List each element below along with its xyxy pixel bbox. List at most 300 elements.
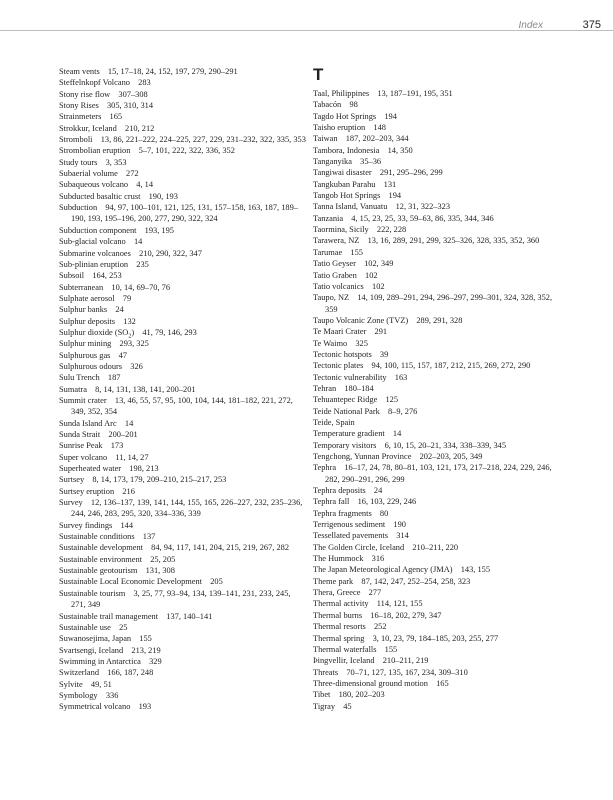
index-term: Te Maari Crater: [313, 327, 367, 337]
index-pages: 94, 100, 115, 157, 187, 212, 215, 269, 272, 290: [367, 361, 531, 371]
running-head: Index: [518, 20, 543, 31]
index-entry: [59, 452, 307, 463]
index-entry: [59, 679, 307, 690]
index-entry: [59, 100, 307, 111]
index-pages: 144: [116, 520, 134, 530]
index-entry: [313, 247, 563, 258]
index-term: Sunrise Peak: [59, 441, 103, 451]
index-term: Surtsey eruption: [59, 486, 115, 496]
index-entry: [59, 384, 307, 395]
index-pages: 137, 140–141: [162, 611, 213, 621]
index-term: Thermal resorts: [313, 622, 366, 632]
index-term: Sunda Strait: [59, 430, 101, 439]
index-entry: [313, 133, 563, 144]
index-pages: 202–203, 205, 349: [415, 452, 483, 461]
index-term: Subduction: [59, 203, 98, 213]
index-term: Sylvite: [59, 679, 83, 689]
index-term: Thermal spring: [313, 633, 365, 643]
index-entry: [59, 656, 307, 667]
index-entry: [59, 225, 307, 236]
index-entry: [313, 701, 563, 712]
index-entry: [313, 530, 563, 541]
index-pages: 13, 86, 221–222, 224–225, 227, 229, 231–232, 322, 335, 353: [96, 135, 306, 145]
index-entry: [313, 201, 563, 212]
index-entry: [59, 77, 307, 88]
index-entry: [59, 576, 307, 587]
index-entry: [59, 350, 307, 361]
index-term: Thermal burns: [313, 610, 363, 620]
index-entry: [59, 236, 307, 247]
index-entry: [59, 497, 307, 520]
index-entry: [59, 418, 307, 429]
index-pages: 16–18, 202, 279, 347: [366, 610, 442, 620]
index-term: Subterranean: [59, 282, 104, 292]
index-entry: [59, 134, 307, 145]
index-pages: 3, 10, 23, 79, 184–185, 203, 255, 277: [368, 633, 499, 643]
index-pages: 194: [380, 111, 397, 121]
index-pages: 187: [103, 373, 121, 383]
index-entry: [313, 451, 563, 462]
index-term: Thermal waterfalls: [313, 644, 377, 654]
index-entry: [313, 667, 563, 678]
index-term: Terrigenous sediment: [313, 520, 386, 530]
index-term: Sustainable Local Economic Development: [59, 577, 203, 587]
index-pages: 166, 187, 248: [103, 668, 154, 678]
index-entry: [59, 429, 307, 440]
index-pages: 137: [138, 532, 156, 542]
index-term: Stony Rises: [59, 101, 99, 111]
index-entry: [59, 633, 307, 644]
index-term: Svartsengi, Iceland: [59, 645, 124, 655]
index-entry: [313, 156, 563, 167]
index-pages: 252: [369, 622, 387, 632]
index-entry: [59, 486, 307, 497]
index-entry: [59, 531, 307, 542]
index-term: Taisho eruption: [313, 123, 366, 133]
index-term: Sumatra: [59, 384, 87, 394]
index-term: Submarine volcanoes: [59, 248, 131, 258]
index-term: Tangob Hot Springs: [313, 191, 381, 201]
index-pages: 164, 253: [88, 271, 122, 281]
index-entry: [313, 281, 563, 292]
index-term: Sub-plinian eruption: [59, 259, 129, 269]
index-pages: 193: [134, 702, 152, 712]
index-entry: [59, 168, 307, 179]
index-entry: [59, 89, 307, 100]
index-pages: 289, 291, 328: [412, 315, 463, 325]
index-pages: 15, 17–18, 24, 152, 197, 279, 290–291: [103, 67, 238, 76]
index-pages: 132: [119, 316, 136, 326]
index-entry: [59, 259, 307, 270]
index-term: The Japan Meteorological Agency (JMA): [313, 565, 453, 575]
index-pages: 70–71, 127, 135, 167, 234, 309–310: [342, 667, 468, 677]
index-entry: [313, 88, 563, 99]
index-pages: 222, 228: [372, 225, 407, 235]
index-entry: [59, 520, 307, 531]
index-pages: 131: [379, 179, 397, 189]
index-pages: 325: [351, 338, 368, 348]
index-term: Sustainable tourism: [59, 588, 126, 598]
index-entry: [313, 394, 563, 405]
index-term: Switzerland: [59, 668, 100, 678]
index-term: Sustainable trail management: [59, 611, 159, 621]
index-entry: [59, 123, 307, 134]
index-term: Swimming in Antarctica: [59, 656, 141, 666]
index-pages: 35–36: [355, 157, 382, 167]
index-entry: [313, 349, 563, 360]
index-entry: [313, 99, 563, 110]
index-entry: [313, 111, 563, 122]
index-term: Sulphur banks: [59, 305, 108, 315]
index-entry: [313, 326, 563, 337]
index-pages: 277: [364, 588, 382, 598]
index-entry: [313, 292, 563, 315]
index-pages: 79: [118, 293, 132, 303]
index-pages: 45: [339, 701, 352, 711]
index-term: Tagdo Hot Springs: [313, 111, 377, 121]
index-pages: 293, 325: [115, 339, 149, 349]
index-term: Super volcano: [59, 452, 108, 462]
index-term: Steffelnkopf Volcano: [59, 78, 130, 88]
index-pages: 14: [388, 429, 402, 439]
index-term: Threats: [313, 667, 339, 677]
index-term: Taiwan: [313, 134, 338, 144]
index-pages: 25, 205: [146, 554, 176, 564]
index-entry: [313, 496, 563, 507]
index-term: Study tours: [59, 157, 98, 167]
index-entry: [59, 179, 307, 190]
index-term: Tigray: [313, 701, 336, 711]
index-term: Subsoil: [59, 271, 85, 281]
index-entry: [59, 463, 307, 474]
index-entry: [313, 621, 563, 632]
index-term: Theme park: [313, 576, 354, 586]
index-column-right: [313, 66, 563, 712]
index-entry: [313, 258, 563, 269]
index-term: Tehran: [313, 383, 337, 393]
index-term: Tephra deposits: [313, 486, 366, 496]
index-pages: 3, 25, 77, 93–94, 134, 139–141, 231, 233, 245, 271, 349: [71, 588, 291, 610]
index-entry: [59, 157, 307, 168]
index-term: Tephra fall: [313, 497, 350, 507]
index-pages: 210–211, 219: [378, 656, 429, 666]
index-entries-t: [313, 88, 563, 712]
index-entry: [59, 611, 307, 622]
index-pages: 49, 51: [86, 679, 112, 689]
index-term: Temporary visitors: [313, 440, 377, 450]
index-term: Strainmeters: [59, 112, 102, 122]
index-entry: [313, 315, 563, 326]
index-entry: [59, 474, 307, 485]
index-term: Taupo Volcanic Zone (TVZ): [313, 315, 409, 325]
index-entry: [59, 565, 307, 576]
section-letter-heading: T: [313, 65, 324, 84]
index-pages: 13, 187–191, 195, 351: [373, 89, 453, 98]
index-pages: 102, 349: [359, 259, 394, 269]
index-pages: 314: [392, 531, 409, 541]
index-entry: [313, 428, 563, 439]
index-entry: [313, 598, 563, 609]
index-pages: 190, 193: [144, 191, 178, 201]
index-entry: [313, 576, 563, 587]
index-term: Tambora, Indonesia: [313, 145, 380, 155]
index-entry: [313, 678, 563, 689]
index-term: Three-dimensional ground motion: [313, 678, 428, 688]
index-entry: [313, 406, 563, 417]
index-entry: [313, 372, 563, 383]
index-term: Sulu Trench: [59, 373, 100, 383]
index-entry: [59, 554, 307, 565]
index-pages: 80: [375, 508, 389, 518]
index-term: Sustainable use: [59, 622, 111, 632]
index-term: Subaerial volume: [59, 169, 118, 179]
index-entry: [59, 111, 307, 122]
index-pages: 305, 310, 314: [102, 101, 154, 111]
index-entry: [313, 655, 563, 666]
index-term: Sulphate aerosol: [59, 293, 115, 303]
index-entry: [313, 610, 563, 621]
index-pages: 291: [370, 327, 388, 337]
index-term: Teide National Park: [313, 406, 380, 416]
index-term: Tectonic plates: [313, 361, 364, 371]
index-entry: [313, 122, 563, 133]
index-term: Tibet: [313, 690, 331, 700]
index-pages: 180, 202–203: [334, 690, 385, 700]
index-pages: 8, 14, 173, 179, 209–210, 215–217, 253: [88, 475, 227, 485]
index-term: Strokkur, Iceland: [59, 123, 117, 133]
index-pages: 165: [105, 112, 123, 122]
index-entry: [59, 440, 307, 451]
index-pages: 3, 353: [101, 157, 127, 167]
index-pages: 155: [380, 644, 398, 654]
index-term: Te Waimo: [313, 338, 348, 348]
index-entry: [59, 191, 307, 202]
index-term: Suwanosejima, Japan: [59, 634, 132, 644]
index-entry: [59, 293, 307, 304]
index-term: Taupo, NZ: [313, 293, 350, 303]
index-term: Teide, Spain: [313, 417, 355, 427]
index-entry: [313, 542, 563, 553]
index-pages: 336: [101, 690, 119, 700]
index-entry: [313, 235, 563, 246]
index-pages: 163: [390, 372, 408, 382]
index-entry: [313, 689, 563, 700]
index-pages: 14, 109, 289–291, 294, 296–297, 299–301, 324, 328, 352, 359: [325, 293, 553, 314]
index-term: Tarumae: [313, 247, 343, 257]
index-pages: 5–7, 101, 222, 322, 336, 352: [134, 146, 235, 156]
index-pages: 14: [129, 237, 143, 247]
index-entry: [59, 542, 307, 553]
index-pages: 102: [367, 281, 385, 291]
index-pages: 216: [118, 486, 135, 496]
index-term: Stromboli: [59, 135, 93, 145]
index-pages: 198, 213: [125, 464, 159, 474]
index-pages: 210, 212: [120, 123, 155, 133]
index-pages: 10, 14, 69–70, 76: [107, 282, 170, 292]
index-entry: [313, 270, 563, 281]
index-term: Sub-glacial volcano: [59, 237, 126, 247]
index-term: Temperature gradient: [313, 429, 385, 439]
index-entry: [59, 304, 307, 315]
index-pages: 13, 46, 55, 57, 95, 100, 104, 144, 181–182, 221, 272, 349, 352, 354: [71, 395, 293, 417]
index-term: Sulphur mining: [59, 339, 112, 349]
index-term: Sulphur deposits: [59, 316, 116, 326]
index-pages: 193, 195: [140, 225, 174, 235]
index-term: Sulphurous odours: [59, 361, 123, 371]
index-pages: 24: [111, 305, 124, 315]
index-term: Tectonic hotspots: [313, 349, 372, 359]
index-entry: [313, 224, 563, 235]
index-pages: 13, 16, 289, 291, 299, 325–326, 328, 335, 352, 360: [363, 236, 540, 246]
index-term: Tessellated pavements: [313, 531, 388, 541]
index-pages: 148: [369, 123, 386, 133]
index-pages: 41, 79, 146, 293: [138, 327, 197, 337]
index-term: The Hummock: [313, 554, 364, 564]
index-term: Sustainable geotourism: [59, 566, 138, 576]
index-entry: [59, 316, 307, 327]
index-pages: 155: [346, 247, 363, 257]
index-pages: 98: [345, 100, 358, 110]
index-term: Surtsey: [59, 475, 85, 485]
index-entry: [59, 645, 307, 656]
index-term: Tephra: [313, 463, 337, 473]
index-entry: [313, 190, 563, 201]
index-term: Tatio Geyser: [313, 259, 356, 269]
index-pages: 180–184: [340, 383, 374, 393]
index-pages: 272: [121, 169, 139, 179]
index-term: The Golden Circle, Iceland: [313, 542, 405, 552]
index-term: Subduction component: [59, 225, 137, 235]
index-term: Tangiwai disaster: [313, 168, 372, 178]
index-pages: 210, 290, 322, 347: [134, 248, 202, 258]
index-entry: [313, 485, 563, 496]
index-pages: 12, 136–137, 139, 141, 144, 155, 165, 226–227, 232, 235–236, 244, 246, 283, 295, 320, 334–336, 339: [71, 498, 303, 519]
index-term: Thermal activity: [313, 599, 369, 609]
index-term: Tanganyika: [313, 157, 352, 167]
index-term: Tanzania: [313, 213, 344, 223]
index-pages: 114, 121, 155: [372, 599, 423, 609]
index-pages: 14, 350: [383, 145, 413, 155]
index-entry: [313, 213, 563, 224]
page-number: 375: [582, 19, 601, 31]
index-pages: 8–9, 276: [383, 406, 418, 416]
index-pages: 210–211, 220: [408, 542, 459, 552]
index-entry: [59, 282, 307, 293]
index-entry: [59, 701, 307, 712]
index-pages: 326: [126, 361, 143, 371]
index-entry: [59, 622, 307, 633]
index-pages: 283: [133, 78, 151, 88]
index-entry: [59, 667, 307, 678]
index-pages: 235: [132, 259, 149, 269]
index-pages: 47: [114, 350, 127, 360]
index-pages: 4, 15, 23, 25, 33, 59–63, 86, 335, 344, 346: [347, 213, 494, 223]
index-pages: 4, 14: [132, 180, 154, 190]
index-entry: [59, 395, 307, 418]
index-entry: [313, 338, 563, 349]
index-term: Þingvellir, Iceland: [313, 656, 375, 666]
index-entry: [59, 248, 307, 259]
index-entry: [313, 167, 563, 178]
index-pages: 87, 142, 247, 252–254, 258, 323: [357, 576, 471, 586]
index-term: Subducted basaltic crust: [59, 191, 141, 201]
index-entry: [313, 360, 563, 371]
index-pages: 125: [381, 395, 399, 405]
index-entry: [59, 372, 307, 383]
index-entry: [313, 564, 563, 575]
index-entry: [313, 462, 563, 485]
index-term: Tarawera, NZ: [313, 236, 360, 246]
index-term: Sunda Island Arc: [59, 418, 117, 428]
index-entry: [59, 327, 307, 338]
index-pages: 190: [389, 520, 406, 530]
index-pages: 131, 308: [141, 566, 175, 576]
index-pages: 16–17, 24, 78, 80–81, 103, 121, 173, 217–218, 224, 229, 246, 282, 290–291, 296, 299: [325, 463, 552, 484]
index-pages: 12, 31, 322–323: [391, 202, 451, 212]
index-term: Survey findings: [59, 520, 113, 530]
index-pages: 84, 94, 117, 141, 204, 215, 219, 267, 282: [146, 543, 290, 553]
index-term: Sustainable development: [59, 543, 143, 553]
index-entry: [59, 361, 307, 372]
index-pages: 187, 202–203, 344: [341, 134, 409, 144]
index-pages: 173: [106, 441, 124, 451]
index-column-left: [59, 66, 307, 713]
index-entry: [59, 66, 307, 77]
index-entry: [313, 417, 563, 428]
index-term: Symmetrical volcano: [59, 702, 131, 712]
index-pages: 307–308: [114, 89, 148, 99]
index-entry: [313, 145, 563, 156]
index-term: Summit crater: [59, 395, 107, 405]
index-term: Taal, Philippines: [313, 89, 370, 98]
index-term: Sulphur dioxide $(SO_2)$: [59, 327, 135, 340]
index-term: Stony rise flow: [59, 89, 111, 99]
index-entry: [59, 202, 307, 225]
index-pages: 291, 295–296, 299: [375, 168, 443, 178]
index-pages: 316: [367, 554, 385, 564]
index-entry: [313, 633, 563, 644]
index-pages: 16, 103, 229, 246: [353, 497, 417, 507]
index-term: Tectonic vulnerability: [313, 372, 387, 382]
index-entry: [59, 270, 307, 281]
index-entry: [313, 508, 563, 519]
index-pages: 165: [431, 678, 449, 688]
index-entry: [59, 588, 307, 611]
index-term: Tangkuban Parahu: [313, 179, 376, 189]
index-entry: [313, 644, 563, 655]
index-entry: [313, 383, 563, 394]
index-pages: 329: [144, 656, 162, 666]
index-entry: [313, 440, 563, 451]
index-term: Tabacón: [313, 100, 342, 110]
index-term: Survey: [59, 498, 83, 508]
index-term: Taormina, Sicily: [313, 225, 369, 235]
index-term: Tanna Island, Vanuatu: [313, 202, 388, 212]
index-pages: 200–201: [104, 430, 138, 439]
index-pages: 24: [369, 486, 383, 496]
index-entry: [59, 145, 307, 156]
index-entry: [59, 338, 307, 349]
index-pages: 102: [360, 270, 378, 280]
index-pages: 11, 14, 27: [111, 452, 149, 462]
index-pages: 155: [135, 634, 152, 644]
index-pages: 194: [384, 191, 402, 201]
index-pages: 94, 97, 100–101, 121, 125, 131, 157–158, 163, 187, 189–190, 193, 195–196, 200, 277, 290, 322, 324: [71, 203, 298, 224]
index-term: Sustainable conditions: [59, 532, 135, 542]
index-term: Tatio Graben: [313, 270, 357, 280]
index-entry: [313, 587, 563, 598]
index-term: Thera, Greece: [313, 588, 361, 598]
